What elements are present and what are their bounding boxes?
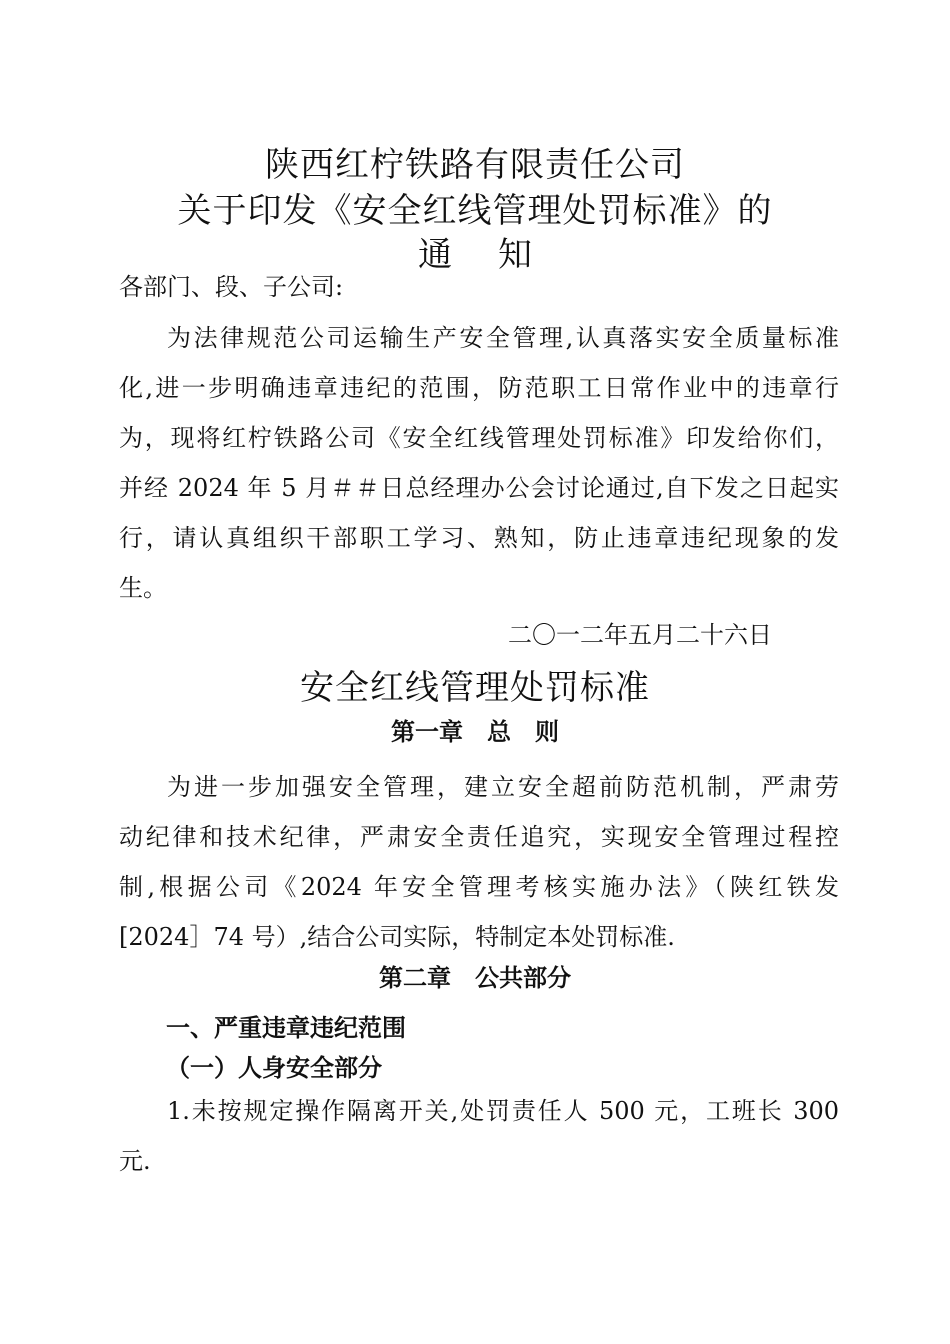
chapter-2-name: 公共部分 xyxy=(475,963,571,992)
chapter-1-line: 动纪律和技术纪律，严肃安全责任追究，实现安全管理过程控 xyxy=(119,823,839,851)
chapter-1-line: [2024］74 号）,结合公司实际，特制定本处罚标准. xyxy=(119,923,675,951)
notice-title-char-1: 通 xyxy=(418,235,452,275)
chapter-1-number: 第一章 xyxy=(391,717,463,746)
chapter-1-paragraph xyxy=(119,762,839,962)
chapter-2-heading xyxy=(0,958,950,993)
item-1-line: 元. xyxy=(119,1147,151,1175)
chapter-1-heading xyxy=(0,712,950,747)
salutation: 各部门、段、子公司: xyxy=(119,273,344,301)
notice-body-line: 为，现将红柠铁路公司《安全红线管理处罚标准》印发给你们， xyxy=(119,424,839,452)
chapter-2-number: 第二章 xyxy=(379,963,451,992)
notice-title-line1: 陕西红柠铁路有限责任公司 xyxy=(265,145,685,185)
notice-title-char-2: 知 xyxy=(498,235,532,275)
notice-date: 二〇一二年五月二十六日 xyxy=(508,621,772,649)
chapter-1-line: 制,根据公司《2024 年安全管理考核实施办法》（陕红铁发 xyxy=(119,873,839,901)
chapter-1-name-char: 则 xyxy=(535,717,559,746)
chapter-1-name-char: 总 xyxy=(487,717,511,746)
item-1-line: 1.未按规定操作隔离开关,处罚责任人 500 元，工班长 300 xyxy=(167,1097,839,1125)
section-1-heading: 一、严重违章违纪范围 xyxy=(166,1013,406,1042)
notice-body-line: 并经 2024 年 5 月＃＃日总经理办公会讨论通过,自下发之日起实 xyxy=(119,474,839,502)
notice-body-paragraph xyxy=(119,313,839,613)
notice-body-line: 生。 xyxy=(119,574,167,602)
notice-body-line: 化,进一步明确违章违纪的范围，防范职工日常作业中的违章行 xyxy=(119,374,839,402)
standard-title: 安全红线管理处罚标准 xyxy=(300,668,650,708)
item-1-paragraph xyxy=(119,1086,839,1186)
chapter-1-line: 为进一步加强安全管理，建立安全超前防范机制，严肃劳 xyxy=(167,773,839,801)
notice-title-line2: 关于印发《安全红线管理处罚标准》的 xyxy=(177,191,773,231)
notice-body-line: 行，请认真组织干部职工学习、熟知，防止违章违纪现象的发 xyxy=(119,524,839,552)
notice-body-line: 为法律规范公司运输生产安全管理,认真落实安全质量标准 xyxy=(167,324,839,352)
subsection-1-heading: （一）人身安全部分 xyxy=(166,1053,382,1082)
